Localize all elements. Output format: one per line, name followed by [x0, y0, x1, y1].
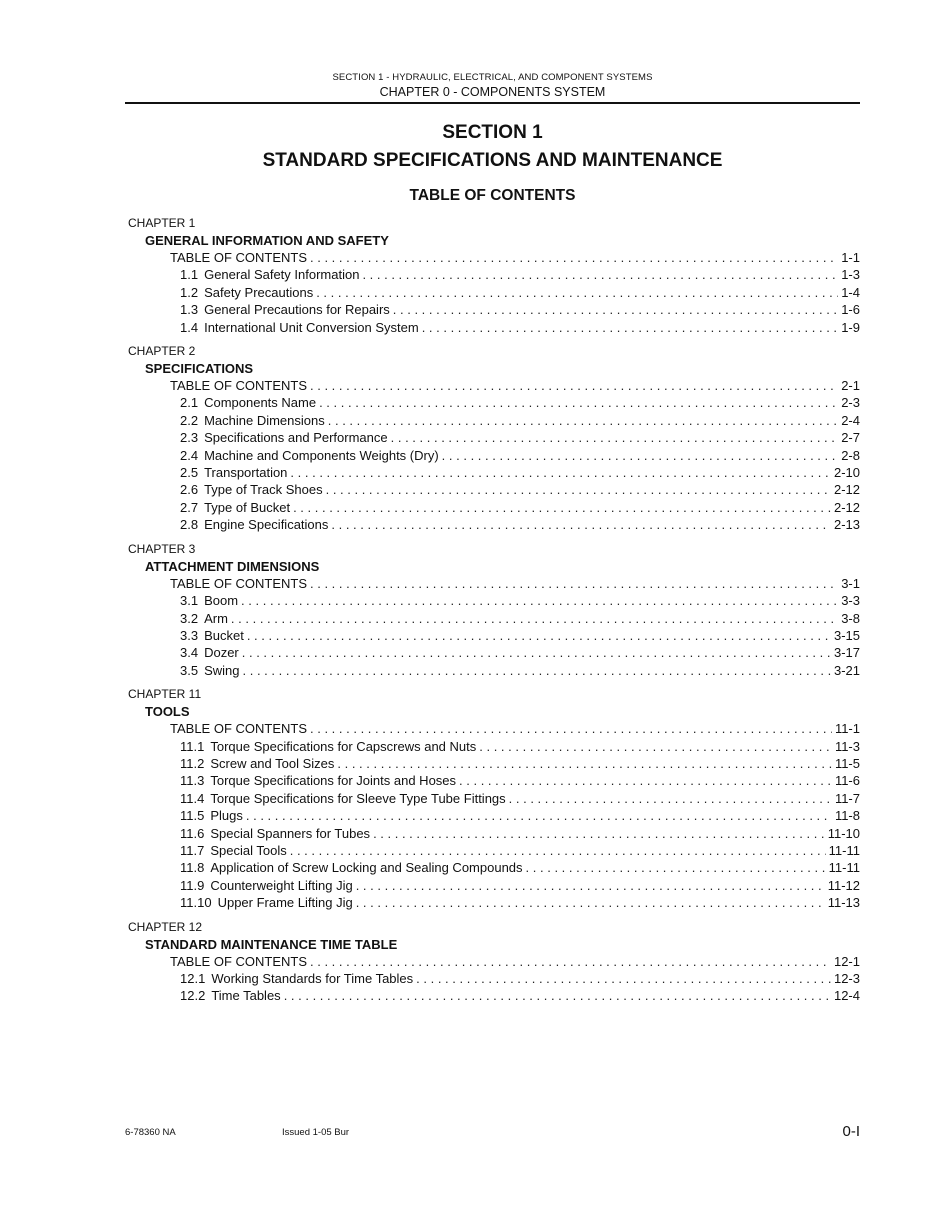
- toc-entry-heading: [170, 249, 307, 266]
- toc-entry-text: Bucket: [204, 627, 244, 643]
- chapter-label: CHAPTER 11: [128, 687, 202, 702]
- chapter-label: CHAPTER 1: [128, 216, 196, 230]
- toc-entry[interactable]: [128, 825, 860, 842]
- toc-chapter: [128, 919, 860, 1005]
- toc-entry-heading: [180, 825, 370, 842]
- toc-entry-page: 11-13: [827, 895, 860, 911]
- toc-entry-text: Specifications and Performance: [204, 430, 388, 446]
- toc-entry-number: 3.1: [180, 593, 199, 609]
- page-footer: [125, 1123, 860, 1143]
- toc-entry[interactable]: [128, 738, 860, 755]
- toc-entry[interactable]: [128, 481, 860, 498]
- chapter-title: STANDARD MAINTENANCE TIME TABLE: [145, 936, 398, 952]
- toc-entry[interactable]: [128, 720, 860, 737]
- toc-entry-text: Machine Dimensions: [204, 412, 325, 428]
- toc-entry-number: 3.5: [180, 662, 199, 678]
- toc-entry[interactable]: [128, 319, 860, 336]
- chapter-title: SPECIFICATIONS: [145, 361, 254, 377]
- toc-entry-heading: [180, 877, 353, 894]
- toc-entry-heading: [180, 627, 244, 644]
- header-chapter-line: CHAPTER 0 - COMPONENTS SYSTEM: [379, 85, 606, 99]
- toc-entry-page: 3-3: [841, 593, 860, 609]
- toc-heading: TABLE OF CONTENTS: [409, 187, 576, 204]
- toc-entry-text: Transportation: [204, 465, 288, 481]
- toc-entry-heading: [180, 610, 228, 627]
- toc-entry-heading: [180, 301, 390, 318]
- toc-entry-text: Engine Specifications: [204, 517, 329, 533]
- toc-entry-heading: [170, 575, 307, 592]
- toc-entry-number: 2.5: [180, 465, 199, 481]
- dot-leader: [293, 499, 831, 516]
- toc-entry-heading: [180, 481, 323, 498]
- toc-entry-text: Type of Track Shoes: [204, 482, 323, 498]
- issue-date: Issued 1-05 Bur: [282, 1127, 350, 1138]
- toc-chapter: [128, 215, 860, 336]
- toc-entry-page: 1-6: [841, 302, 860, 318]
- toc-entry-number: 12.1: [180, 971, 206, 986]
- toc-entry-text: Special Tools: [210, 842, 287, 858]
- toc-entry-page: 2-8: [841, 447, 860, 463]
- toc-entry-text: Torque Specifications for Capscrews and Nuts: [210, 738, 477, 754]
- toc-entry-heading: [180, 859, 523, 876]
- toc-entry-number: 11.5: [180, 808, 205, 824]
- toc-entry-text: Time Tables: [211, 988, 281, 1004]
- dot-leader: [310, 249, 838, 266]
- toc-entry[interactable]: [128, 790, 860, 807]
- dot-leader: [284, 987, 831, 1004]
- toc-entry[interactable]: [128, 301, 860, 318]
- toc-entry-page: 2-7: [841, 430, 860, 446]
- toc-entry[interactable]: [128, 662, 860, 679]
- toc-entry-number: 11.8: [180, 860, 205, 876]
- header-rule: [125, 102, 860, 104]
- toc-entry[interactable]: [128, 429, 860, 446]
- dot-leader: [241, 592, 838, 609]
- toc-entry-text: Counterweight Lifting Jig: [210, 877, 353, 893]
- chapter-title: ATTACHMENT DIMENSIONS: [145, 558, 320, 574]
- toc-entry-text: Components Name: [204, 395, 317, 411]
- toc-entry-heading: [180, 284, 313, 301]
- toc-entry-text: TABLE OF CONTENTS: [170, 953, 307, 969]
- toc-entry-page: 3-21: [833, 662, 860, 678]
- dot-leader: [231, 610, 838, 627]
- toc-entry-number: 2.7: [180, 499, 199, 515]
- dot-leader: [393, 301, 838, 318]
- toc-entry-number: 1.2: [180, 284, 199, 300]
- toc-entry-number: 11.10: [180, 895, 212, 911]
- toc-entry-text: General Precautions for Repairs: [204, 302, 390, 318]
- chapter-label: CHAPTER 12: [128, 919, 203, 934]
- page-number: 0-I: [842, 1123, 860, 1140]
- title-block: [125, 120, 860, 207]
- toc-entry-text: Upper Frame Lifting Jig: [217, 895, 353, 911]
- chapter-label: CHAPTER 3: [128, 541, 196, 556]
- dot-leader: [391, 429, 839, 446]
- toc-entry-number: 2.4: [180, 447, 199, 463]
- table-of-contents: [128, 215, 860, 1005]
- dot-leader: [509, 790, 832, 807]
- toc-entry-text: Plugs: [210, 808, 243, 824]
- toc-entry[interactable]: [128, 499, 860, 516]
- section-title: SECTION 1: [442, 122, 543, 143]
- dot-leader: [290, 464, 831, 481]
- toc-entry-text: Arm: [204, 610, 228, 626]
- toc-entry-number: 11.4: [180, 790, 205, 806]
- toc-entry-heading: [180, 394, 316, 411]
- toc-entry-heading: [170, 720, 307, 737]
- toc-entry-number: 2.6: [180, 482, 199, 498]
- toc-entry-heading: [170, 953, 307, 970]
- toc-entry-heading: [180, 266, 359, 283]
- toc-entry[interactable]: [128, 877, 860, 894]
- toc-entry-text: General Safety Information: [204, 267, 360, 283]
- toc-entry-heading: [180, 644, 239, 661]
- dot-leader: [319, 394, 838, 411]
- toc-entry-heading: [180, 464, 287, 481]
- toc-entry[interactable]: [128, 249, 860, 266]
- running-header: [125, 71, 860, 100]
- chapter-label: CHAPTER 2: [128, 344, 196, 359]
- toc-entry-text: International Unit Conversion System: [204, 319, 419, 335]
- toc-entry-text: Torque Specifications for Joints and Hoses: [210, 773, 457, 789]
- toc-entry-page: 1-3: [841, 267, 860, 283]
- dot-leader: [337, 755, 832, 772]
- toc-entry-heading: [180, 447, 439, 464]
- toc-entry-page: 11-7: [834, 790, 860, 806]
- dot-leader: [356, 877, 825, 894]
- toc-entry[interactable]: [128, 894, 860, 911]
- toc-entry-page: 12-1: [833, 953, 860, 969]
- chapter-title: TOOLS: [145, 704, 190, 720]
- toc-entry-text: Boom: [204, 593, 239, 609]
- toc-entry-page: 11-5: [834, 755, 860, 771]
- dot-leader: [356, 894, 825, 911]
- toc-entry-heading: [180, 499, 290, 516]
- toc-entry-page: 2-10: [833, 465, 860, 481]
- section-name: STANDARD SPECIFICATIONS AND MAINTENANCE: [262, 150, 723, 171]
- toc-entry[interactable]: [128, 412, 860, 429]
- toc-entry[interactable]: [128, 575, 860, 592]
- toc-entry[interactable]: [128, 842, 860, 859]
- toc-entry-number: 11.7: [180, 842, 205, 858]
- toc-entry-heading: [180, 319, 419, 336]
- toc-entry[interactable]: [128, 377, 860, 394]
- dot-leader: [310, 377, 838, 394]
- toc-entry[interactable]: [128, 266, 860, 283]
- toc-entry-heading: [180, 755, 334, 772]
- toc-entry-page: 12-3: [833, 971, 860, 986]
- chapter-title: GENERAL INFORMATION AND SAFETY: [145, 233, 389, 248]
- toc-entry-page: 2-3: [841, 395, 860, 411]
- toc-entry-number: 2.2: [180, 412, 199, 428]
- toc-entry-text: TABLE OF CONTENTS: [170, 250, 307, 265]
- toc-entry-text: Machine and Components Weights (Dry): [204, 447, 439, 463]
- toc-entry-page: 11-11: [828, 842, 860, 858]
- toc-entry-text: Working Standards for Time Tables: [211, 971, 414, 986]
- toc-entry-number: 1.4: [180, 319, 199, 335]
- dot-leader: [290, 842, 826, 859]
- dot-leader: [243, 662, 831, 679]
- toc-entry-heading: [180, 807, 243, 824]
- toc-entry-text: Torque Specifications for Sleeve Type Tube Fittings: [210, 790, 506, 806]
- toc-entry-page: 11-8: [834, 808, 860, 824]
- toc-entry-page: 3-15: [833, 627, 860, 643]
- toc-entry-page: 2-4: [841, 412, 860, 428]
- toc-entry[interactable]: [128, 627, 860, 644]
- toc-entry-page: 1-1: [841, 250, 860, 265]
- toc-entry-heading: [180, 842, 287, 859]
- toc-entry-text: Special Spanners for Tubes: [210, 825, 371, 841]
- toc-entry[interactable]: [128, 987, 860, 1004]
- toc-entry[interactable]: [128, 772, 860, 789]
- toc-entry-page: 11-3: [834, 738, 860, 754]
- toc-entry-number: 2.3: [180, 430, 199, 446]
- dot-leader: [331, 516, 831, 533]
- dot-leader: [459, 772, 832, 789]
- dot-leader: [373, 825, 825, 842]
- dot-leader: [247, 627, 831, 644]
- toc-entry-text: TABLE OF CONTENTS: [170, 721, 307, 737]
- toc-entry-number: 11.1: [180, 738, 205, 754]
- toc-entry[interactable]: [128, 859, 860, 876]
- toc-entry-text: Swing: [204, 662, 240, 678]
- toc-entry[interactable]: [128, 755, 860, 772]
- toc-entry-page: 3-1: [841, 575, 860, 591]
- dot-leader: [310, 720, 832, 737]
- toc-entry-page: 11-11: [828, 860, 860, 876]
- toc-entry-page: 2-12: [833, 482, 860, 498]
- toc-entry[interactable]: [128, 284, 860, 301]
- document-code: 6-78360 NA: [125, 1127, 176, 1138]
- toc-entry[interactable]: [128, 464, 860, 481]
- toc-entry-page: 2-1: [841, 378, 860, 394]
- toc-entry-number: 1.3: [180, 302, 199, 318]
- toc-entry-page: 11-12: [827, 877, 860, 893]
- toc-entry[interactable]: [128, 807, 860, 824]
- toc-entry[interactable]: [128, 970, 860, 987]
- toc-entry-number: 11.6: [180, 825, 205, 841]
- toc-entry-number: 11.2: [180, 755, 205, 771]
- dot-leader: [310, 575, 838, 592]
- toc-chapter: [128, 541, 860, 679]
- toc-entry-heading: [180, 592, 238, 609]
- dot-leader: [316, 284, 838, 301]
- dot-leader: [362, 266, 838, 283]
- toc-entry[interactable]: [128, 953, 860, 970]
- dot-leader: [326, 481, 831, 498]
- dot-leader: [526, 859, 826, 876]
- header-section-line: SECTION 1 - HYDRAULIC, ELECTRICAL, AND COMPONENT SYSTEMS: [332, 72, 653, 83]
- toc-entry-number: 1.1: [180, 267, 199, 283]
- toc-entry[interactable]: [128, 516, 860, 533]
- dot-leader: [442, 447, 839, 464]
- dot-leader: [246, 807, 832, 824]
- toc-entry-page: 12-4: [833, 988, 860, 1004]
- toc-entry-page: 3-17: [833, 645, 860, 661]
- toc-entry[interactable]: [128, 644, 860, 661]
- toc-entry-text: Type of Bucket: [204, 499, 291, 515]
- toc-entry-number: 11.3: [180, 773, 205, 789]
- toc-entry-heading: [170, 377, 307, 394]
- toc-entry-number: 11.9: [180, 877, 205, 893]
- toc-entry-page: 3-8: [841, 610, 860, 626]
- toc-entry-page: 11-6: [834, 773, 860, 789]
- toc-entry-heading: [180, 987, 281, 1004]
- toc-entry-heading: [180, 429, 388, 446]
- toc-entry-page: 2-13: [833, 517, 860, 533]
- toc-entry[interactable]: [128, 394, 860, 411]
- toc-entry-text: Safety Precautions: [204, 284, 314, 300]
- toc-entry-page: 11-1: [834, 721, 860, 737]
- toc-entry-text: Screw and Tool Sizes: [210, 755, 335, 771]
- toc-entry-text: TABLE OF CONTENTS: [170, 575, 307, 591]
- toc-entry-heading: [180, 894, 353, 911]
- toc-entry-heading: [180, 516, 328, 533]
- dot-leader: [310, 953, 831, 970]
- toc-entry-heading: [180, 790, 506, 807]
- toc-entry-heading: [180, 662, 240, 679]
- toc-entry-page: 2-12: [833, 499, 860, 515]
- toc-entry-heading: [180, 970, 413, 987]
- toc-entry[interactable]: [128, 592, 860, 609]
- toc-entry-page: 1-9: [841, 319, 860, 335]
- toc-entry-text: Dozer: [204, 645, 239, 661]
- toc-entry-number: 2.8: [180, 517, 199, 533]
- dot-leader: [242, 644, 831, 661]
- toc-entry-number: 3.4: [180, 645, 199, 661]
- toc-entry-text: Application of Screw Locking and Sealing Compounds: [210, 860, 523, 876]
- dot-leader: [416, 970, 831, 987]
- dot-leader: [422, 319, 839, 336]
- toc-entry-number: 3.3: [180, 627, 199, 643]
- toc-entry-heading: [180, 772, 456, 789]
- toc-entry-number: 3.2: [180, 610, 199, 626]
- toc-entry-number: 12.2: [180, 988, 206, 1004]
- toc-entry[interactable]: [128, 610, 860, 627]
- toc-entry[interactable]: [128, 447, 860, 464]
- toc-chapter: [128, 686, 860, 911]
- toc-entry-page: 1-4: [841, 284, 860, 300]
- toc-entry-text: TABLE OF CONTENTS: [170, 378, 307, 394]
- toc-entry-page: 11-10: [827, 825, 860, 841]
- toc-entry-number: 2.1: [180, 395, 199, 411]
- toc-entry-heading: [180, 738, 476, 755]
- dot-leader: [479, 738, 832, 755]
- toc-entry-heading: [180, 412, 325, 429]
- toc-chapter: [128, 343, 860, 534]
- dot-leader: [328, 412, 838, 429]
